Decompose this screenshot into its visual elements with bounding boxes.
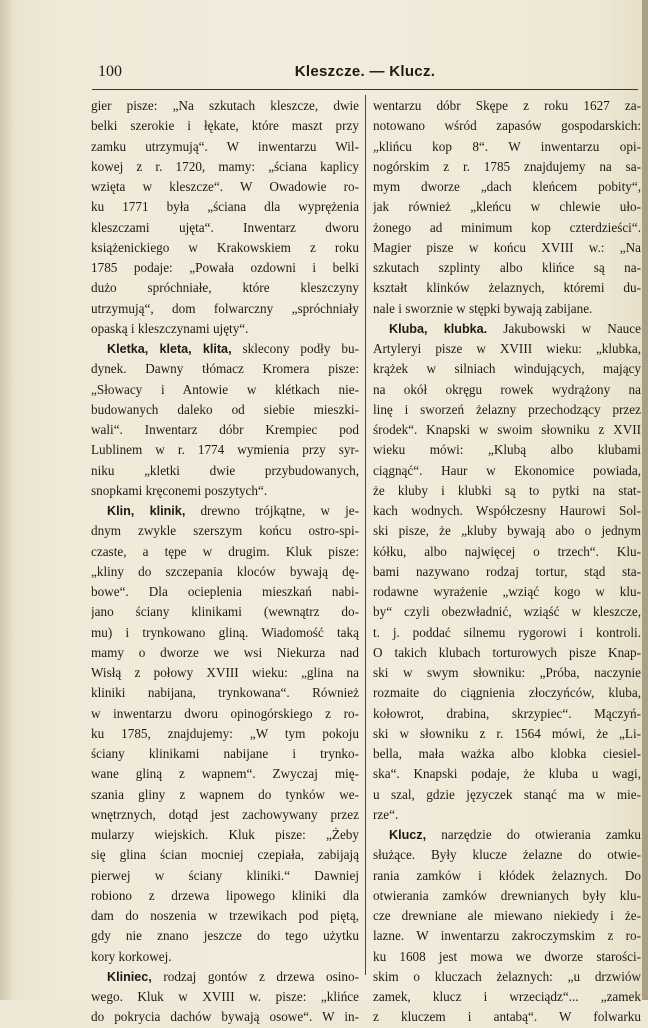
text-line [91,724,359,744]
text-line [373,339,641,359]
text-line [373,501,641,521]
text-line [91,947,359,967]
text-line [91,420,359,440]
right-column [373,96,641,1028]
text-line [373,623,641,643]
text-line [373,218,641,238]
line-text: t. j. poddać silnemu rygorowi i kontroli. [373,624,641,640]
text-line [91,744,359,764]
column-divider [365,95,366,975]
text-line [91,764,359,784]
line-text: ku 1771 była „ściana dla wyprężenia [91,199,359,215]
line-text: mularzy wiejskich. Kluk pisze: „Żeby [91,827,359,842]
line-text: ska“. Knapski podaje, że kluba u wagi, [373,766,641,782]
text-line [91,785,359,805]
line-text: dynek. Dawny tłómacz Kromera pisze: [91,361,359,377]
text-line [373,886,641,906]
text-line [373,157,641,177]
line-text: ciągnąć“. Haur w Ekonomice powiada, [373,462,641,478]
line-text: „klińcu kop 8“. W inwentarzu opi- [373,138,641,154]
line-text: z kluczem i antabą“. W folwarku [373,1009,641,1025]
line-text: szania gliny z wapnem do tynków we- [91,786,359,802]
line-text: kory korkowej. [91,948,172,964]
line-text: czaste, a tępe w drugim. Kluk pisze: [91,543,359,559]
text-line [91,157,359,177]
text-line [373,926,641,946]
text-line [373,643,641,663]
text-line [91,542,359,562]
text-line [373,359,641,379]
line-text: kach wodnych. Współczesny Haurowi Sol- [373,503,641,518]
text-line [91,704,359,724]
text-line [91,582,359,602]
line-text: rania zamków i kłódek żelaznych. Do [373,867,641,883]
text-line [373,400,641,420]
line-text: bami nazywano rodzaj tortur, stąd sta- [373,563,641,579]
line-text: kształt klinków żelaznych, któremi du- [373,280,641,296]
text-line [91,562,359,582]
text-line [373,562,641,582]
line-text: Wisłą z połowy XVIII wieku: „glina na [91,665,359,680]
line-text: kółku, albo najwięcej o trzech“. Klu- [373,543,641,559]
entry-headword: Klin, klinik, [107,504,186,518]
line-text: że kluby i klubki są to pytki na stat- [373,482,641,498]
line-text: niku „kletki dwie przybudowanych, [91,462,359,478]
text-line [373,582,641,602]
line-text: jak również „kleńcu w chlewie uło- [373,199,641,215]
line-text: 1785 podaje: „Powała ozdowni i belki [91,260,359,275]
text-line [91,501,359,521]
line-text: wali“. Inwentarz dóbr Krempiec pod [91,422,359,437]
line-text: krążek w silniach windujących, mający [373,361,641,377]
text-line [91,400,359,420]
text-line [91,805,359,825]
header-rule [92,89,638,90]
line-text: wnętrznych, dotąd jest zachowywany przez [91,806,359,822]
text-line [373,521,641,541]
text-line [373,299,641,319]
line-text: dużo spróchniałe, które kleszczyny [91,280,359,296]
text-line [91,906,359,926]
line-text: cze drewniane ale miewano niekiedy i że- [373,908,641,923]
text-line [91,1007,359,1027]
text-line [91,461,359,481]
text-line [373,724,641,744]
text-line [91,339,359,359]
running-header [92,63,638,87]
text-line [373,542,641,562]
line-text: jano ściany klinikami (wewnątrz do- [91,604,359,620]
line-text: notowano wśród zapasów gospodarskich: [373,118,641,134]
line-text: wentarzu dóbr Skępe z roku 1627 za- [373,98,641,113]
line-text: sklecony podły bu- [231,341,359,356]
text-line [373,1007,641,1027]
line-text: narzędzie do otwierania zamku [426,827,641,842]
line-text: robiono z drzewa lipowego kliniki dla [91,887,359,903]
line-text: środek“. Knapski w swoim słowniku z XVII [373,422,641,437]
line-text: zamek, klucz i wrzeciądz“... „zamek [373,989,641,1004]
text-line [373,683,641,703]
line-text: zamku utrzymują“. W inwentarzu Wil- [91,138,359,154]
text-line [373,663,641,683]
line-text: dnym zwykle szerszym końcu ostro-spi- [91,523,359,539]
line-text: dam do noszenia w trzewikach pod piętą, [91,908,359,923]
line-text: bella, mała ważka albo klobka ciesiel- [373,746,641,761]
line-text: w inwentarzu dworu opinogórskiego z ro- [91,705,359,721]
line-text: Magier pisze w końcu XVIII w.: „Na [373,239,641,255]
header-title: Kleszcze. — Klucz. [294,63,436,80]
line-text: ku 1785, znajdujemy: „W tym pokoju [91,725,359,741]
text-line [91,359,359,379]
line-text: żonego ad minimum kop czterdzieści“. [373,219,641,235]
left-column [91,96,359,1028]
line-text: snopkami kręconemi poszytych“. [91,482,268,498]
text-line [91,825,359,845]
line-text: książenickiego w Krakowskiem z roku [91,239,359,255]
text-line [373,116,641,136]
text-line [91,481,359,501]
text-line [373,704,641,724]
line-text: wieku mówi: „Klubą albo klubami [373,442,641,458]
line-text: Artyleryi pisze w XVIII wieku: „klubka, [373,341,641,356]
text-line [91,218,359,238]
entry-headword: Kletka, kleta, klita, [107,342,232,356]
text-line [373,845,641,865]
line-text: do pokrycia dachów bywają osowe“. W in- [91,1009,359,1025]
line-text: O takich klubach torturowych pisze Knap- [373,644,641,660]
line-text: na okół okręgu rowek wydrążony na [373,381,641,397]
line-text: kołowrot, drabina, skrzypiec“. Mączyń- [373,705,641,721]
line-text: pierwej w ściany kliniki.“ Dawniej [91,867,359,883]
entry-headword: Kluba, klubka. [389,321,488,336]
line-text: kleszczami ujęta“. Inwentarz dworu [91,219,359,235]
text-line [373,177,641,197]
line-text: kowej z r. 1720, mamy: „ściana kaplicy [91,158,359,174]
text-line [373,420,641,440]
text-line [91,602,359,622]
line-text: ku 1608 jest mowa we dworze starości- [373,948,641,964]
text-line [373,602,641,622]
line-text: opaską i kleszczynami ujęty“. [91,320,249,336]
text-line [373,947,641,967]
line-text: gdy nie znano jeszcze do tego użytku [91,928,359,944]
line-text: linę i sworzeń żelazny przechodzący przez [373,401,641,417]
text-line [373,906,641,926]
text-line [91,380,359,400]
line-text: ściany klinikami nabijane i trynko- [91,746,359,761]
text-line [373,461,641,481]
line-text: nogórskim z r. 1785 znajdujemy na sa- [373,158,641,174]
text-line [373,987,641,1007]
line-text: utrzymują“, dom folwarczny „spróchniały [91,300,359,316]
line-text: gier pisze: „Na szkutach kleszcze, dwie [91,98,359,113]
line-text: wzięta w kleszcze“. W Owadowie ro- [91,179,359,194]
text-line [91,299,359,319]
line-text: wane gliną z wapnem“. Zwyczaj mię- [91,766,359,782]
text-line [373,805,641,825]
page-edge [642,0,648,1000]
line-text: ski w swym słowniku: „Próba, naczynie [373,665,641,680]
text-line [373,481,641,501]
text-line [91,177,359,197]
text-line [373,825,641,845]
line-text: u szal, gdzie języczek stanąć ma w mie- [373,786,641,802]
text-line [91,238,359,258]
page-number: 100 [98,63,122,80]
text-line [91,440,359,460]
line-text: by“ czyli obezwładnić, wziąść w kleszcze, [373,604,641,620]
text-line [373,744,641,764]
line-text: rozmaite do ciągnienia złoczyńców, kluba, [373,685,641,701]
text-line [91,197,359,217]
line-text: ski pisze, że „kluby bywają abo o jednym [373,523,641,539]
text-line [91,987,359,1007]
text-line [91,258,359,278]
line-text: Lublinem w r. 1774 wymienia przy syr- [91,442,359,458]
text-line [91,683,359,703]
line-text: mamy o dworze we wsi Niekurza nad [91,644,359,660]
line-text: rodawne wyrażenie „wziąć kogo w klu- [373,584,641,599]
line-text: budowanych daleko od siebie mieszki- [91,401,359,417]
line-text: rodzaj gontów z drzewa osino- [151,968,359,984]
line-text: drewno trójkątne, w je- [185,503,359,518]
text-line [91,643,359,663]
text-line [91,663,359,683]
text-line [373,96,641,116]
text-line [91,866,359,886]
text-line [373,197,641,217]
text-line [373,137,641,157]
line-text: belki szerokie i łękate, które maszt przy [91,118,359,134]
line-text: się glina ścian mocniej czepiała, zabijają [91,847,359,863]
entry-headword: Klucz, [389,828,427,842]
line-text: rze“. [373,806,399,822]
text-line [91,116,359,136]
line-text: skim o kluczach żelaznych: „u drzwiów [373,968,641,984]
text-line [373,440,641,460]
text-line [91,845,359,865]
line-text: szkutach szplinty albo klińce są na- [373,260,641,275]
text-line [373,866,641,886]
line-text: bowe“. Dla ocieplenia mieszkań nabi- [91,584,359,599]
line-text: mym dworze „dach kleńcem pobity“, [373,179,641,194]
line-text: ski w słowniku z r. 1564 mówi, że „Li- [373,725,641,741]
text-line [91,137,359,157]
text-line [373,238,641,258]
text-line [373,380,641,400]
text-line [373,278,641,298]
line-text: lazne. W inwentarzu zakroczymskim z ro- [373,928,641,944]
text-line [91,926,359,946]
text-line [91,886,359,906]
line-text: kliniki nabijana, trynkowana“. Również [91,685,359,701]
entry-headword: Kliniec, [107,969,152,984]
line-text: mu) i trynkowano gliną. Wiadomość taką [91,624,359,640]
text-line [373,967,641,987]
text-line [373,319,641,339]
line-text: Jakubowski w Nauce [487,320,641,336]
text-line [91,319,359,339]
text-line [91,96,359,116]
page-gutter-shadow [0,0,14,1000]
text-line [373,258,641,278]
text-line [373,764,641,784]
text-line [91,521,359,541]
line-text: otwierania zamków drewnianych były klu- [373,887,641,903]
line-text: „Słowacy i Antowie w klétkach nie- [91,381,359,397]
line-text: wego. Kluk w XVIII w. pisze: „klińce [91,989,359,1004]
line-text: nale i sworznie w stępki bywają zabijane. [373,300,593,316]
text-line [91,278,359,298]
line-text: „kliny do szczepania kloców bywają dę- [91,563,359,579]
text-line [91,623,359,643]
text-line [373,785,641,805]
text-line [91,967,359,987]
line-text: służące. Były klucze żelazne do otwie- [373,847,641,863]
